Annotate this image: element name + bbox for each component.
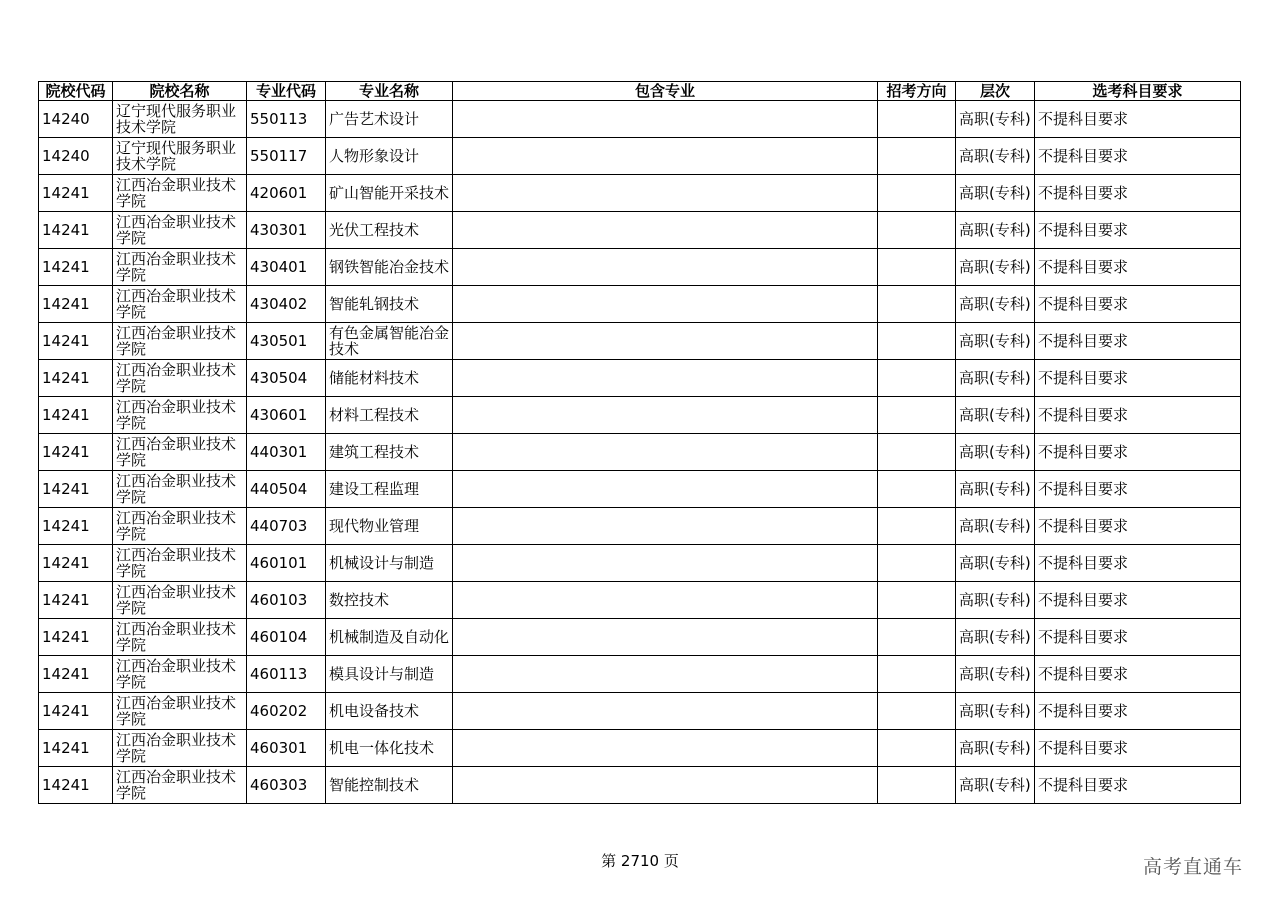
cell-included-majors — [453, 212, 878, 249]
cell-level: 高职(专科) — [956, 397, 1035, 434]
cell-major-name: 智能轧钢技术 — [326, 286, 453, 323]
cell-school-name: 江西冶金职业技术学院 — [113, 397, 247, 434]
cell-level: 高职(专科) — [956, 101, 1035, 138]
cell-subject-requirement: 不提科目要求 — [1035, 175, 1241, 212]
cell-level: 高职(专科) — [956, 619, 1035, 656]
cell-subject-requirement: 不提科目要求 — [1035, 693, 1241, 730]
cell-school-name: 江西冶金职业技术学院 — [113, 212, 247, 249]
table-row — [39, 249, 1241, 286]
cell-major-name: 光伏工程技术 — [326, 212, 453, 249]
cell-school-name: 江西冶金职业技术学院 — [113, 471, 247, 508]
table-row — [39, 434, 1241, 471]
cell-included-majors — [453, 434, 878, 471]
cell-school-name: 辽宁现代服务职业技术学院 — [113, 101, 247, 138]
cell-school-code: 14241 — [39, 619, 113, 656]
cell-direction — [878, 138, 956, 175]
cell-major-code: 460101 — [247, 545, 326, 582]
table-row — [39, 101, 1241, 138]
cell-major-name: 储能材料技术 — [326, 360, 453, 397]
cell-major-code: 460301 — [247, 730, 326, 767]
header-major-name: 专业名称 — [326, 82, 453, 101]
cell-direction — [878, 582, 956, 619]
cell-subject-requirement: 不提科目要求 — [1035, 730, 1241, 767]
cell-direction — [878, 323, 956, 360]
cell-level: 高职(专科) — [956, 693, 1035, 730]
cell-school-name: 江西冶金职业技术学院 — [113, 693, 247, 730]
cell-school-name: 江西冶金职业技术学院 — [113, 175, 247, 212]
cell-major-name: 有色金属智能冶金技术 — [326, 323, 453, 360]
cell-level: 高职(专科) — [956, 545, 1035, 582]
cell-major-code: 430402 — [247, 286, 326, 323]
cell-included-majors — [453, 730, 878, 767]
cell-included-majors — [453, 286, 878, 323]
cell-school-name: 辽宁现代服务职业技术学院 — [113, 138, 247, 175]
cell-school-name: 江西冶金职业技术学院 — [113, 249, 247, 286]
cell-school-code: 14241 — [39, 471, 113, 508]
cell-subject-requirement: 不提科目要求 — [1035, 582, 1241, 619]
cell-school-code: 14241 — [39, 249, 113, 286]
cell-included-majors — [453, 619, 878, 656]
cell-school-code: 14241 — [39, 508, 113, 545]
cell-school-code: 14241 — [39, 175, 113, 212]
cell-school-code: 14241 — [39, 693, 113, 730]
cell-direction — [878, 434, 956, 471]
cell-major-code: 430301 — [247, 212, 326, 249]
cell-subject-requirement: 不提科目要求 — [1035, 101, 1241, 138]
cell-school-name: 江西冶金职业技术学院 — [113, 730, 247, 767]
table-row — [39, 730, 1241, 767]
cell-major-name: 矿山智能开采技术 — [326, 175, 453, 212]
cell-school-code: 14240 — [39, 138, 113, 175]
cell-major-code: 430504 — [247, 360, 326, 397]
table-row — [39, 471, 1241, 508]
cell-school-name: 江西冶金职业技术学院 — [113, 508, 247, 545]
cell-major-code: 430401 — [247, 249, 326, 286]
cell-level: 高职(专科) — [956, 138, 1035, 175]
table-row — [39, 212, 1241, 249]
cell-included-majors — [453, 582, 878, 619]
cell-major-name: 智能控制技术 — [326, 767, 453, 804]
table-row — [39, 693, 1241, 730]
cell-school-code: 14240 — [39, 101, 113, 138]
cell-school-code: 14241 — [39, 397, 113, 434]
cell-level: 高职(专科) — [956, 323, 1035, 360]
cell-school-name: 江西冶金职业技术学院 — [113, 545, 247, 582]
cell-subject-requirement: 不提科目要求 — [1035, 138, 1241, 175]
cell-school-name: 江西冶金职业技术学院 — [113, 323, 247, 360]
watermark-logo: 高考直通车 — [1143, 856, 1244, 878]
cell-included-majors — [453, 138, 878, 175]
cell-direction — [878, 397, 956, 434]
cell-major-code: 460103 — [247, 582, 326, 619]
cell-major-name: 机械设计与制造 — [326, 545, 453, 582]
cell-level: 高职(专科) — [956, 767, 1035, 804]
cell-major-name: 机械制造及自动化 — [326, 619, 453, 656]
cell-school-code: 14241 — [39, 545, 113, 582]
cell-level: 高职(专科) — [956, 360, 1035, 397]
cell-level: 高职(专科) — [956, 508, 1035, 545]
cell-included-majors — [453, 767, 878, 804]
table-row — [39, 619, 1241, 656]
cell-major-code: 460104 — [247, 619, 326, 656]
cell-direction — [878, 175, 956, 212]
cell-major-code: 460113 — [247, 656, 326, 693]
cell-school-code: 14241 — [39, 434, 113, 471]
cell-included-majors — [453, 175, 878, 212]
cell-direction — [878, 286, 956, 323]
header-direction: 招考方向 — [878, 82, 956, 101]
table-row — [39, 286, 1241, 323]
cell-subject-requirement: 不提科目要求 — [1035, 545, 1241, 582]
cell-school-name: 江西冶金职业技术学院 — [113, 656, 247, 693]
cell-subject-requirement: 不提科目要求 — [1035, 323, 1241, 360]
cell-included-majors — [453, 545, 878, 582]
cell-major-name: 建设工程监理 — [326, 471, 453, 508]
cell-school-code: 14241 — [39, 656, 113, 693]
cell-major-name: 人物形象设计 — [326, 138, 453, 175]
cell-direction — [878, 767, 956, 804]
cell-subject-requirement: 不提科目要求 — [1035, 471, 1241, 508]
cell-subject-requirement: 不提科目要求 — [1035, 249, 1241, 286]
cell-school-code: 14241 — [39, 767, 113, 804]
cell-direction — [878, 101, 956, 138]
cell-school-name: 江西冶金职业技术学院 — [113, 360, 247, 397]
cell-school-code: 14241 — [39, 323, 113, 360]
cell-school-code: 14241 — [39, 730, 113, 767]
cell-school-code: 14241 — [39, 212, 113, 249]
cell-major-code: 550113 — [247, 101, 326, 138]
cell-major-code: 430501 — [247, 323, 326, 360]
cell-major-code: 440504 — [247, 471, 326, 508]
cell-major-code: 460202 — [247, 693, 326, 730]
cell-direction — [878, 693, 956, 730]
header-major-code: 专业代码 — [247, 82, 326, 101]
cell-level: 高职(专科) — [956, 175, 1035, 212]
cell-school-name: 江西冶金职业技术学院 — [113, 582, 247, 619]
cell-included-majors — [453, 323, 878, 360]
cell-direction — [878, 730, 956, 767]
header-subject-requirement: 选考科目要求 — [1035, 82, 1241, 101]
cell-major-name: 材料工程技术 — [326, 397, 453, 434]
header-school-code: 院校代码 — [39, 82, 113, 101]
cell-major-name: 数控技术 — [326, 582, 453, 619]
enrollment-table — [38, 81, 1241, 804]
cell-major-code: 440703 — [247, 508, 326, 545]
cell-direction — [878, 619, 956, 656]
cell-level: 高职(专科) — [956, 730, 1035, 767]
cell-subject-requirement: 不提科目要求 — [1035, 286, 1241, 323]
table-row — [39, 767, 1241, 804]
cell-direction — [878, 656, 956, 693]
cell-major-code: 440301 — [247, 434, 326, 471]
cell-subject-requirement: 不提科目要求 — [1035, 767, 1241, 804]
header-school-name: 院校名称 — [113, 82, 247, 101]
cell-major-name: 广告艺术设计 — [326, 101, 453, 138]
cell-school-name: 江西冶金职业技术学院 — [113, 434, 247, 471]
cell-direction — [878, 249, 956, 286]
cell-direction — [878, 212, 956, 249]
cell-level: 高职(专科) — [956, 656, 1035, 693]
cell-included-majors — [453, 693, 878, 730]
cell-school-name: 江西冶金职业技术学院 — [113, 286, 247, 323]
table-row — [39, 397, 1241, 434]
table-row — [39, 138, 1241, 175]
cell-major-name: 现代物业管理 — [326, 508, 453, 545]
cell-direction — [878, 471, 956, 508]
header-row — [39, 82, 1241, 101]
cell-included-majors — [453, 508, 878, 545]
table-row — [39, 545, 1241, 582]
cell-major-name: 建筑工程技术 — [326, 434, 453, 471]
cell-school-code: 14241 — [39, 360, 113, 397]
cell-included-majors — [453, 360, 878, 397]
cell-subject-requirement: 不提科目要求 — [1035, 434, 1241, 471]
cell-subject-requirement: 不提科目要求 — [1035, 508, 1241, 545]
cell-major-name: 机电一体化技术 — [326, 730, 453, 767]
cell-school-code: 14241 — [39, 286, 113, 323]
cell-subject-requirement: 不提科目要求 — [1035, 656, 1241, 693]
cell-level: 高职(专科) — [956, 582, 1035, 619]
cell-level: 高职(专科) — [956, 249, 1035, 286]
cell-subject-requirement: 不提科目要求 — [1035, 360, 1241, 397]
page-number: 第 2710 页 — [601, 852, 679, 870]
cell-included-majors — [453, 101, 878, 138]
cell-major-code: 550117 — [247, 138, 326, 175]
table-body — [39, 101, 1241, 804]
cell-subject-requirement: 不提科目要求 — [1035, 397, 1241, 434]
table-row — [39, 582, 1241, 619]
cell-included-majors — [453, 471, 878, 508]
cell-major-name: 钢铁智能冶金技术 — [326, 249, 453, 286]
cell-included-majors — [453, 397, 878, 434]
cell-school-name: 江西冶金职业技术学院 — [113, 619, 247, 656]
cell-major-code: 460303 — [247, 767, 326, 804]
cell-included-majors — [453, 656, 878, 693]
cell-direction — [878, 545, 956, 582]
cell-school-code: 14241 — [39, 582, 113, 619]
table-row — [39, 508, 1241, 545]
cell-direction — [878, 360, 956, 397]
cell-level: 高职(专科) — [956, 212, 1035, 249]
cell-major-name: 机电设备技术 — [326, 693, 453, 730]
table-row — [39, 323, 1241, 360]
table-row — [39, 175, 1241, 212]
cell-level: 高职(专科) — [956, 434, 1035, 471]
cell-direction — [878, 508, 956, 545]
cell-subject-requirement: 不提科目要求 — [1035, 619, 1241, 656]
cell-level: 高职(专科) — [956, 286, 1035, 323]
table-row — [39, 360, 1241, 397]
cell-level: 高职(专科) — [956, 471, 1035, 508]
cell-school-name: 江西冶金职业技术学院 — [113, 767, 247, 804]
cell-major-code: 430601 — [247, 397, 326, 434]
table-row — [39, 656, 1241, 693]
cell-major-code: 420601 — [247, 175, 326, 212]
cell-major-name: 模具设计与制造 — [326, 656, 453, 693]
cell-subject-requirement: 不提科目要求 — [1035, 212, 1241, 249]
header-included-majors: 包含专业 — [453, 82, 878, 101]
header-level: 层次 — [956, 82, 1035, 101]
cell-included-majors — [453, 249, 878, 286]
